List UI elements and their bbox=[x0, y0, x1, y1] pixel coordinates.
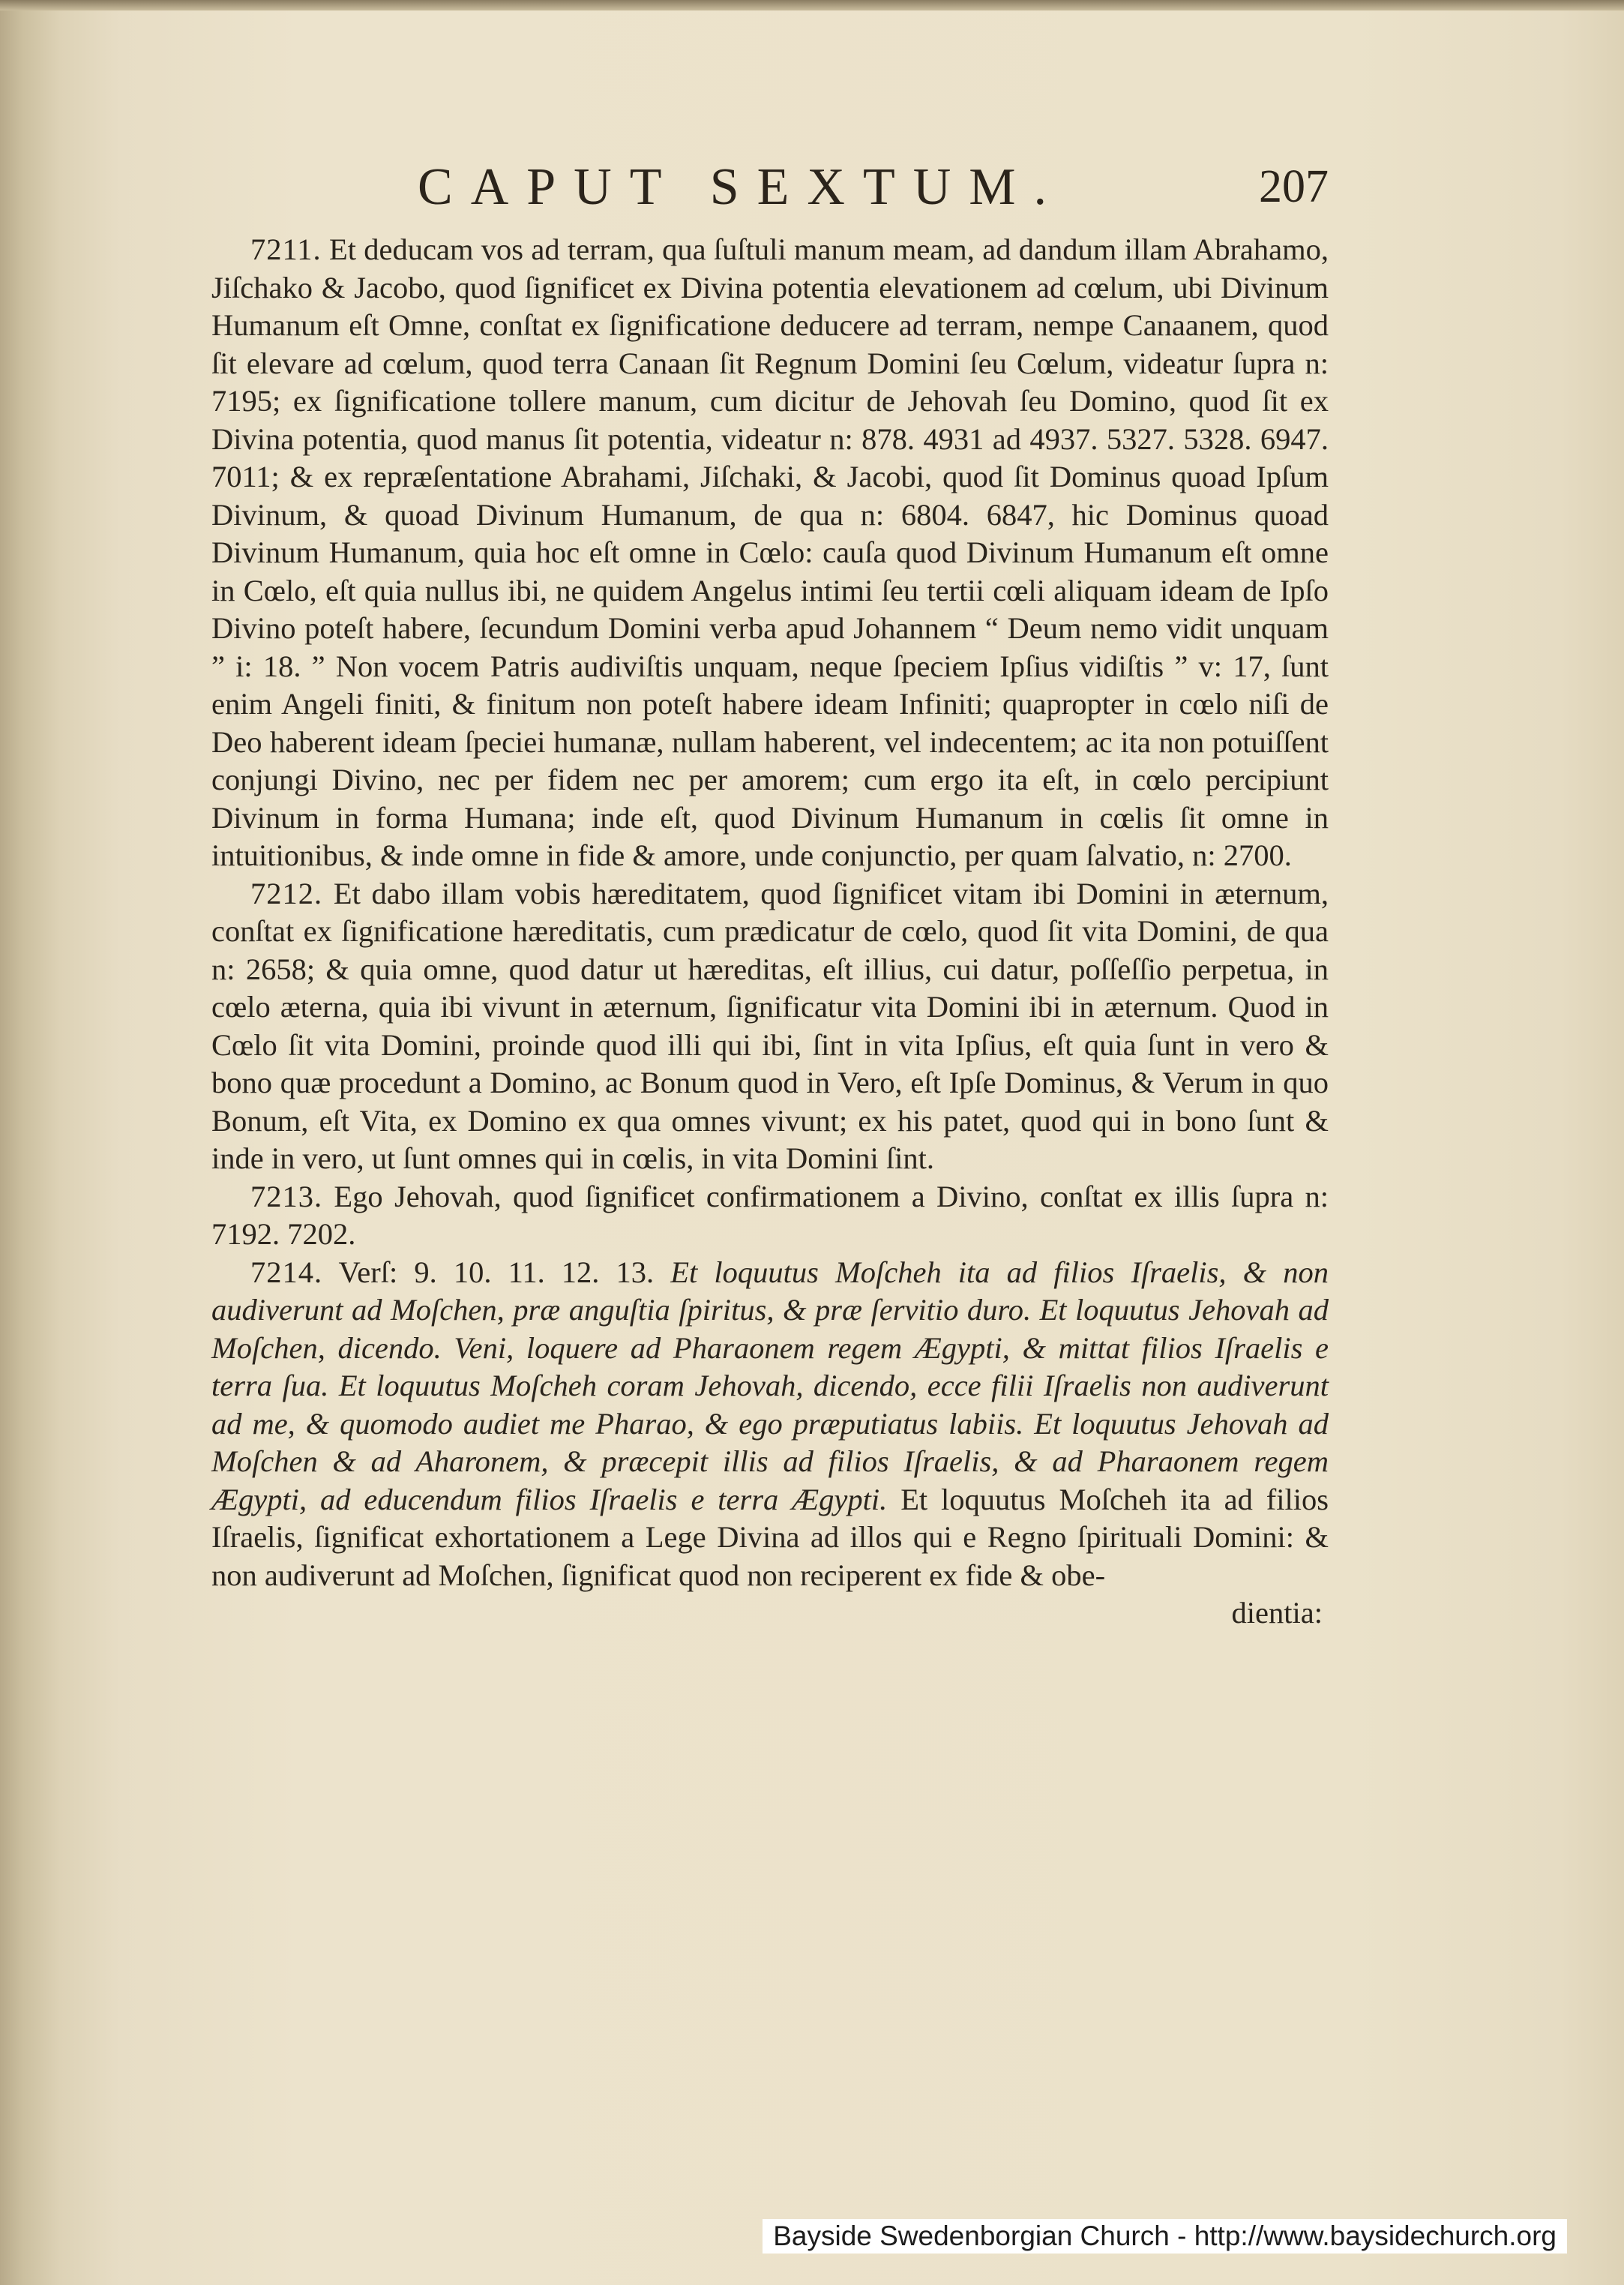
paragraph-7214 bbox=[211, 1254, 1329, 1595]
page-title: CAPUT SEXTUM. bbox=[418, 158, 1065, 216]
paragraph-7212 bbox=[211, 875, 1329, 1178]
paragraph-text: Et loquutus Moſcheh ita ad filios Iſraelis, ſignificat exhortationem a Lege Divina ad illos qui e Regno ſpirituali Domini: & non audiverunt ad Moſchen, ſignificat quod non reciperent ex fide & obe- bbox=[211, 1482, 1329, 1592]
paragraph-text: Et dabo illam vobis hæreditatem, quod ſignificet vitam ibi Domini in æternum, conſtat ex ſignificatione hæreditatis, cum prædicatur de cœlo, quod ſit vita Domini, de qua n: 2658; & quia omne, quod datur ut hæreditas, eſt illius, cui datur, poſſeſſio perpetua, in cœlo æterna, quia ibi vivunt in æternum, ſignificatur vita Domini ibi in æternum. Quod in Cœlo ſit vita Domini, proinde quod illi qui ibi, ſint in vita Ipſius, eſt quia ſunt in vero & bono quæ procedunt a Domino, ac Bonum quod in Vero, eſt Ipſe Dominus, & Verum in quo Bonum, eſt Vita, ex Domino ex qua omnes vivunt; ex his patet, quod qui in bono ſunt & inde in vero, ut ſunt omnes qui in cœlis, in vita Domini ſint. bbox=[211, 876, 1329, 1175]
running-head bbox=[211, 150, 1329, 225]
paragraph-text: Et deducam vos ad terram, qua ſuſtuli manum meam, ad dandum illam Abrahamo, Jiſchako & Jacobo, quod ſignificet ex Divina potentia elevationem ad cœlum, ubi Divinum Humanum eſt Omne, conſtat ex ſignificatione deducere ad terram, nempe Canaanem, quod ſit elevare ad cœlum, quod terra Canaan ſit Regnum Domini ſeu Cœlum, videatur ſupra n: 7195; ex ſignificatione tollere manum, cum dicitur de Jehovah ſeu Domino, quod ſit ex Divina potentia, quod manus ſit potentia, videatur n: 878. 4931 ad 4937. 5327. 5328. 6947. 7011; & ex repræſentatione Abrahami, Jiſchaki, & Jacobi, quod ſit Dominus quoad Ipſum Divinum, & quoad Divinum Humanum, de qua n: 6804. 6847, hic Dominus quoad Divinum Humanum, quia hoc eſt omne in Cœlo: cauſa quod Divinum Humanum eſt omne in Cœlo, eſt quia nullus ibi, ne quidem Angelus intimi ſeu tertii cœli aliquam ideam de Ipſo Divino poteſt habere, ſecundum Domini verba apud Johannem “ Deum nemo vidit unquam ” i: 18. ” Non vocem Patris audiviſtis unquam, neque ſpeciem Ipſius vidiſtis ” v: 17, ſunt enim Angeli finiti, & finitum non poteſt habere ideam Infiniti; quapropter in cœlo niſi de Deo haberent ideam ſpeciei humanæ, nullam haberent, vel indecentem; ac ita non potuiſſent conjungi Divino, nec per fidem nec per amorem; cum ergo ita eſt, in cœlo percipiunt Divinum in forma Humana; inde eſt, quod Divinum Humanum in cœlis ſit omne in intuitionibus, & inde omne in fide & amore, unde conjunctio, per quam ſalvatio, n: 2700. bbox=[211, 232, 1329, 872]
paragraph-number: 7211. bbox=[250, 232, 322, 266]
paragraph-text: Ego Jehovah, quod ſignificet confirmationem a Divino, conſtat ex illis ſupra n: 7192. 7202. bbox=[211, 1179, 1329, 1251]
scripture-quote: Et loquutus Moſcheh ita ad filios Iſraelis, & non audiverunt ad Moſchen, præ anguſtia ſpiritus, & præ ſervitio duro. Et loquutus Jehovah ad Moſchen, dicendo. Veni, loquere ad Pharaonem regem Ægypti, & mittat filios Iſraelis e terra ſua. Et loquutus Moſcheh coram Jehovah, dicendo, ecce filii Iſraelis non audiverunt ad me, & quomodo audiet me Pharao, & ego præputiatus labiis. Et loquutus Jehovah ad Moſchen & ad Aharonem, & præcepit illis ad filios Iſraelis, & ad Pharaonem regem Ægypti, ad educendum filios Iſraelis e terra Ægypti. bbox=[211, 1255, 1329, 1516]
verse-reference: Verſ: 9. 10. 11. 12. 13. bbox=[338, 1255, 655, 1289]
paragraph-7211 bbox=[211, 231, 1329, 875]
footer-credit: Bayside Swedenborgian Church - http://www.baysidechurch.org bbox=[763, 2219, 1567, 2254]
catchword: dientia: bbox=[1231, 1596, 1323, 1630]
paragraph-7213 bbox=[211, 1178, 1329, 1254]
text-block bbox=[211, 150, 1329, 1633]
page-number: 207 bbox=[1259, 161, 1329, 212]
paragraph-number: 7212. bbox=[250, 876, 323, 910]
page-edge bbox=[0, 0, 1624, 10]
paragraph-number: 7213. bbox=[250, 1179, 323, 1213]
paragraph-number: 7214. bbox=[250, 1255, 323, 1289]
